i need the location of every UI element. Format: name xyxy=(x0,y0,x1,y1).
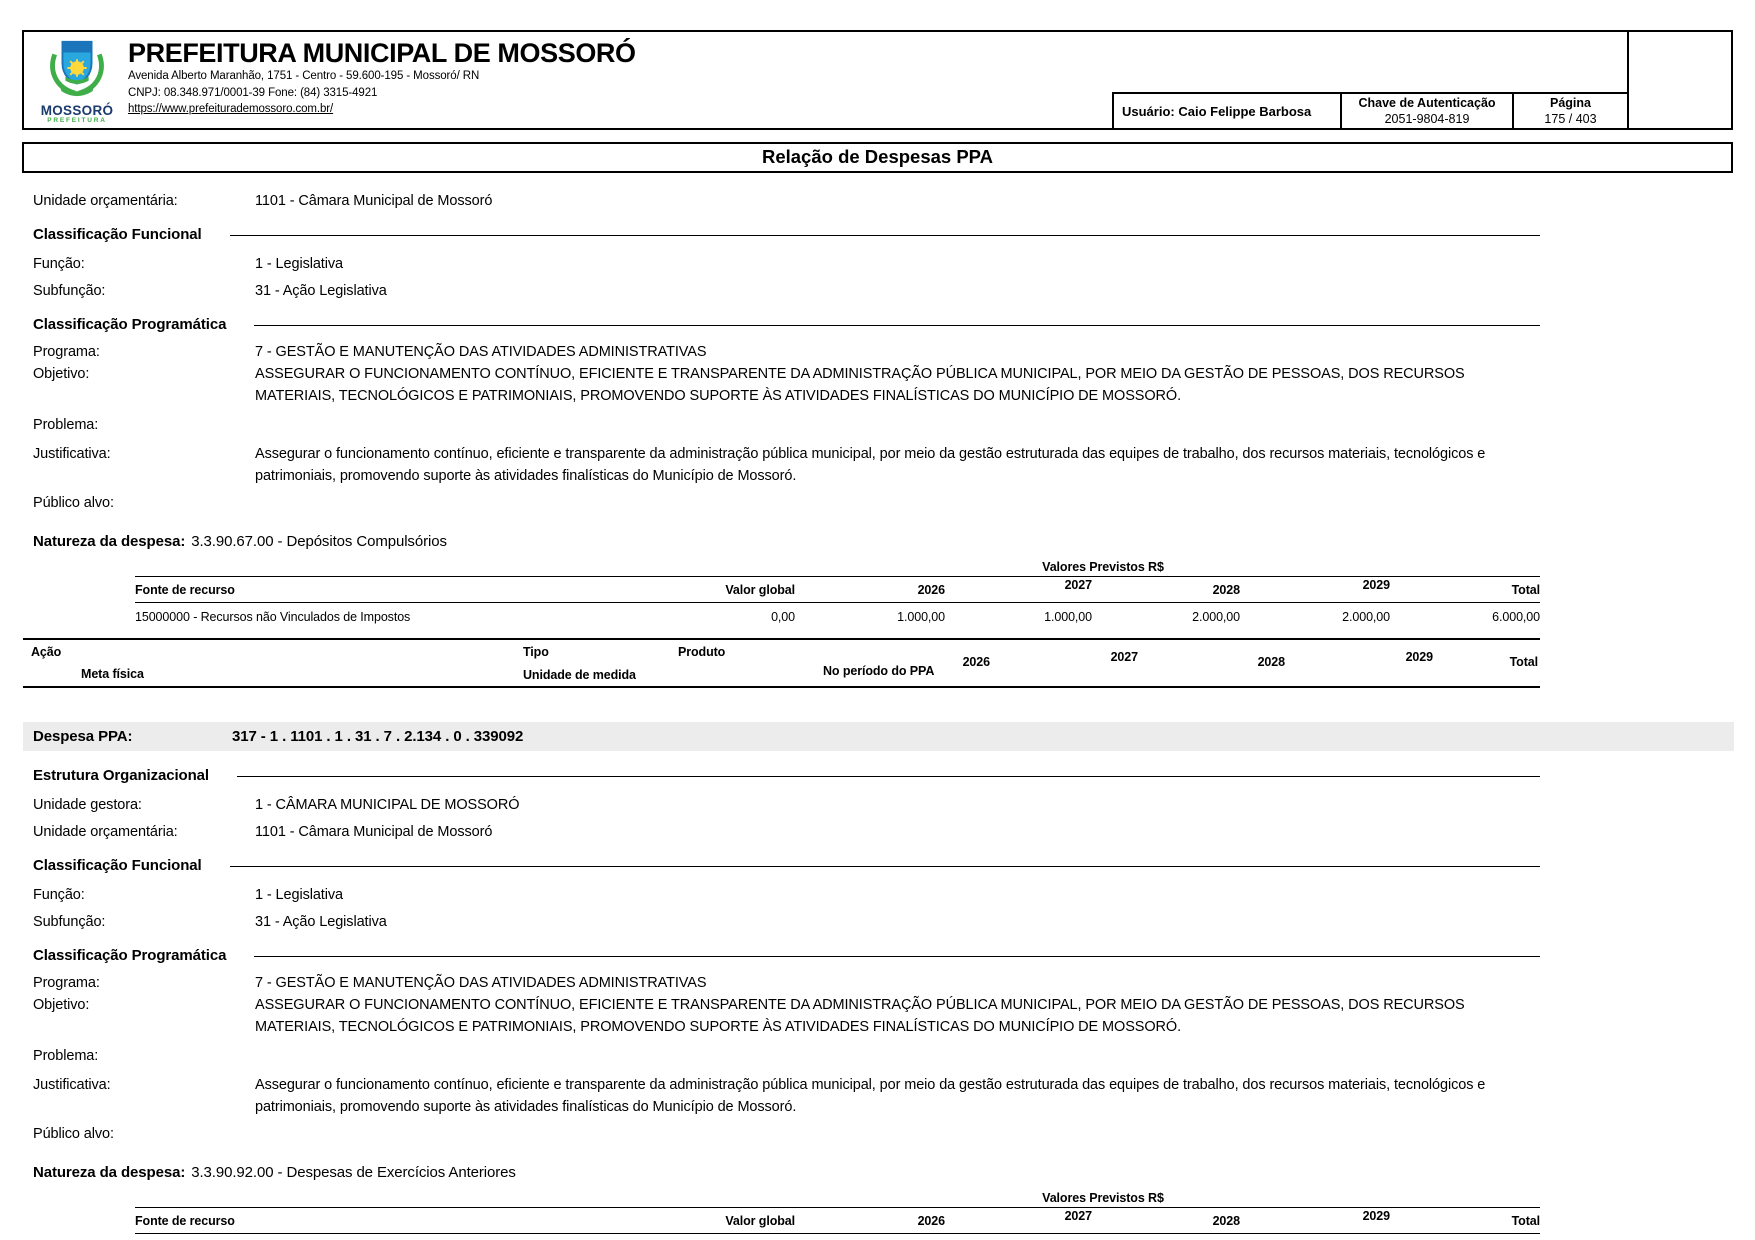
field-unidade-orcamentaria-2 xyxy=(33,821,1540,843)
objetivo-value: ASSEGURAR O FUNCIONAMENTO CONTÍNUO, EFICIENTE E TRANSPARENTE DA ADMINISTRAÇÃO PÚBLICA MUNICIPAL, POR MEIO DA GESTÃO DE PESSOAS, DOS RECURSOS MATERIAIS, TECNOLÓGICOS E PATRIMONIAIS, PROMOVENDO SUPORTE ÀS ATIVIDADES FINALÍSTICAS DO MUNICÍPIO DE MOSSORÓ. xyxy=(255,366,1465,404)
despesa-ppa-label: Despesa PPA: xyxy=(33,728,133,745)
field-justificativa-2 xyxy=(33,1074,1540,1118)
section-rule xyxy=(237,776,1540,777)
subfuncao-label: Subfunção: xyxy=(33,283,106,299)
col-2026: 2026 xyxy=(917,583,945,597)
subfuncao-label: Subfunção: xyxy=(33,914,106,930)
org-cnpj-phone: CNPJ: 08.348.971/0001-39 Fone: (84) 3315-4921 xyxy=(128,86,378,99)
acao-label: Ação xyxy=(31,645,62,659)
field-objetivo xyxy=(33,363,1540,407)
field-subfuncao xyxy=(33,280,1540,302)
publico-alvo-value xyxy=(255,1123,1540,1145)
unidade-orcamentaria-value: 1101 - Câmara Municipal de Mossoró xyxy=(255,824,493,840)
col-2029: 2029 xyxy=(1362,578,1390,592)
field-unidade-orcamentaria xyxy=(33,190,1540,212)
col-2027: 2027 xyxy=(1064,1209,1092,1223)
problema-value xyxy=(255,414,1540,436)
section-title: Estrutura Organizacional xyxy=(33,767,209,784)
objetivo-label: Objetivo: xyxy=(33,997,90,1013)
fonte-recurso-table-2 xyxy=(135,1207,1540,1234)
section-rule xyxy=(254,325,1540,326)
coat-of-arms-icon xyxy=(46,37,108,99)
problema-value xyxy=(255,1045,1540,1067)
natureza-despesa-line xyxy=(33,532,1540,552)
justificativa-label: Justificativa: xyxy=(33,446,111,462)
section-title: Classificação Programática xyxy=(33,316,227,333)
fonte-table-header xyxy=(135,576,1540,603)
col-2028: 2028 xyxy=(1212,583,1240,597)
fonte-table-row xyxy=(135,603,1540,630)
programa-label: Programa: xyxy=(33,975,100,991)
justificativa-value: Assegurar o funcionamento contínuo, eficiente e transparente da administração pública municipal, por meio da gestão estruturada das equipes de trabalho, dos recursos materiais, tecnológicos e patrimoniais, promovendo suporte às atividades finalísticas do Município de Mossoró. xyxy=(255,1077,1486,1115)
header-info-strip xyxy=(1112,92,1627,128)
subfuncao-value: 31 - Ação Legislativa xyxy=(255,914,387,930)
meta-fisica-label: Meta física xyxy=(81,667,144,681)
col-fonte-recurso: Fonte de recurso xyxy=(135,1214,235,1228)
funcao-label: Função: xyxy=(33,256,85,272)
acao-col-2026: 2026 xyxy=(962,655,990,669)
report-title: Relação de Despesas PPA xyxy=(761,146,994,167)
col-valor-global: Valor global xyxy=(725,583,795,597)
funcao-label: Função: xyxy=(33,887,85,903)
col-2026: 2026 xyxy=(917,1214,945,1228)
objetivo-value: ASSEGURAR O FUNCIONAMENTO CONTÍNUO, EFICIENTE E TRANSPARENTE DA ADMINISTRAÇÃO PÚBLICA MUNICIPAL, POR MEIO DA GESTÃO DE PESSOAS, DOS RECURSOS MATERIAIS, TECNOLÓGICOS E PATRIMONIAIS, PROMOVENDO SUPORTE ÀS ATIVIDADES FINALÍSTICAS DO MUNICÍPIO DE MOSSORÓ. xyxy=(255,997,1465,1035)
programa-value: 7 - GESTÃO E MANUTENÇÃO DAS ATIVIDADES ADMINISTRATIVAS xyxy=(255,344,707,360)
acao-col-total: Total xyxy=(1509,655,1538,669)
col-total: Total xyxy=(1511,1214,1540,1228)
acao-col-2028: 2028 xyxy=(1257,655,1285,669)
objetivo-label: Objetivo: xyxy=(33,366,90,382)
valor-total: 6.000,00 xyxy=(1492,610,1540,624)
user-label: Usuário: Caio Felippe Barbosa xyxy=(1114,94,1342,128)
col-fonte-recurso: Fonte de recurso xyxy=(135,583,235,597)
natureza-despesa-label: Natureza da despesa: xyxy=(33,1164,186,1181)
section-title: Classificação Funcional xyxy=(33,226,202,243)
acao-table xyxy=(23,638,1540,688)
programa-label: Programa: xyxy=(33,344,100,360)
section-title: Classificação Funcional xyxy=(33,857,202,874)
valor-2029: 2.000,00 xyxy=(1342,610,1390,624)
unidade-orcamentaria-label: Unidade orçamentária: xyxy=(33,193,178,209)
field-problema xyxy=(33,414,1540,436)
valores-previstos-label-2: Valores Previstos R$ xyxy=(1042,1191,1164,1205)
periodo-ppa-label: No período do PPA xyxy=(823,664,935,678)
mossoro-logo xyxy=(38,37,116,125)
natureza-despesa-value: 3.3.90.67.00 - Depósitos Compulsórios xyxy=(191,533,447,550)
field-publico-alvo xyxy=(33,492,1540,514)
valor-2026: 1.000,00 xyxy=(897,610,945,624)
despesa-ppa-code: 317 - 1 . 1101 . 1 . 31 . 7 . 2.134 . 0 . 339092 xyxy=(232,728,524,745)
report-title-bar xyxy=(22,142,1733,173)
col-2028: 2028 xyxy=(1212,1214,1240,1228)
natureza-despesa-line-2 xyxy=(33,1163,1540,1183)
auth-key-value: 2051-9804-819 xyxy=(1384,112,1470,126)
valor-2028: 2.000,00 xyxy=(1192,610,1240,624)
field-programa xyxy=(33,341,1540,363)
logo-sub-wordmark: PREFEITURA xyxy=(47,117,107,124)
tipo-label: Tipo xyxy=(523,645,549,659)
valor-2027: 1.000,00 xyxy=(1044,610,1092,624)
org-website-link[interactable]: https://www.prefeiturademossoro.com.br/ xyxy=(128,103,334,115)
unidade-orcamentaria-label: Unidade orçamentária: xyxy=(33,824,178,840)
logo-city-wordmark: MOSSORÓ xyxy=(40,103,114,118)
produto-label: Produto xyxy=(678,645,726,659)
header-box xyxy=(22,30,1733,130)
publico-alvo-label: Público alvo: xyxy=(33,495,114,511)
publico-alvo-value xyxy=(255,492,1540,514)
page-cell xyxy=(1514,94,1627,128)
section-rule xyxy=(230,235,1540,236)
unidade-medida-label: Unidade de medida xyxy=(523,668,636,682)
section-estrutura-organizacional xyxy=(33,767,1540,785)
despesa-ppa-bar xyxy=(23,722,1734,751)
stamp-box xyxy=(1627,32,1731,128)
funcao-value: 1 - Legislativa xyxy=(255,887,343,903)
page-label: Página xyxy=(1550,96,1591,110)
col-2029: 2029 xyxy=(1362,1209,1390,1223)
field-problema-2 xyxy=(33,1045,1540,1067)
unidade-gestora-label: Unidade gestora: xyxy=(33,797,142,813)
fonte-recurso-value: 15000000 - Recursos não Vinculados de Impostos xyxy=(135,610,411,624)
fonte-table-header xyxy=(135,1207,1540,1234)
org-title: PREFEITURA MUNICIPAL DE MOSSORÓ xyxy=(128,38,636,68)
natureza-despesa-label: Natureza da despesa: xyxy=(33,533,186,550)
org-address: Avenida Alberto Maranhão, 1751 - Centro - 59.600-195 - Mossoró/ RN xyxy=(128,70,480,82)
col-2027: 2027 xyxy=(1064,578,1092,592)
fonte-recurso-table xyxy=(135,576,1540,630)
publico-alvo-label: Público alvo: xyxy=(33,1126,114,1142)
unidade-gestora-value: 1 - CÂMARA MUNICIPAL DE MOSSORÓ xyxy=(255,797,520,813)
problema-label: Problema: xyxy=(33,417,99,433)
field-funcao xyxy=(33,253,1540,275)
valores-previstos-label: Valores Previstos R$ xyxy=(1042,560,1164,574)
auth-key-cell xyxy=(1342,94,1514,128)
section-title: Classificação Programática xyxy=(33,947,227,964)
acao-col-2029: 2029 xyxy=(1405,650,1433,664)
acao-col-2027: 2027 xyxy=(1110,650,1138,664)
section-classificacao-programatica xyxy=(33,316,1540,334)
field-programa-2 xyxy=(33,972,1540,994)
field-unidade-gestora xyxy=(33,794,1540,816)
field-objetivo-2 xyxy=(33,994,1540,1038)
field-funcao-2 xyxy=(33,884,1540,906)
section-rule xyxy=(254,956,1540,957)
field-subfuncao-2 xyxy=(33,911,1540,933)
justificativa-value: Assegurar o funcionamento contínuo, eficiente e transparente da administração pública municipal, por meio da gestão estruturada das equipes de trabalho, dos recursos materiais, tecnológicos e patrimoniais, promovendo suporte às atividades finalísticas do Município de Mossoró. xyxy=(255,446,1486,484)
auth-key-label: Chave de Autenticação xyxy=(1358,96,1496,110)
natureza-despesa-value: 3.3.90.92.00 - Despesas de Exercícios Anteriores xyxy=(191,1164,516,1181)
justificativa-label: Justificativa: xyxy=(33,1077,111,1093)
funcao-value: 1 - Legislativa xyxy=(255,256,343,272)
problema-label: Problema: xyxy=(33,1048,99,1064)
section-classificacao-funcional-2 xyxy=(33,857,1540,875)
field-justificativa xyxy=(33,443,1540,487)
section-classificacao-programatica-2 xyxy=(33,947,1540,965)
page-number-value: 175 / 403 xyxy=(1544,112,1597,126)
subfuncao-value: 31 - Ação Legislativa xyxy=(255,283,387,299)
section-rule xyxy=(230,866,1540,867)
unidade-orcamentaria-value: 1101 - Câmara Municipal de Mossoró xyxy=(255,193,493,209)
programa-value: 7 - GESTÃO E MANUTENÇÃO DAS ATIVIDADES ADMINISTRATIVAS xyxy=(255,975,707,991)
field-publico-alvo-2 xyxy=(33,1123,1540,1145)
section-classificacao-funcional xyxy=(33,226,1540,244)
col-total: Total xyxy=(1511,583,1540,597)
valor-global-value: 0,00 xyxy=(771,610,795,624)
col-valor-global: Valor global xyxy=(725,1214,795,1228)
